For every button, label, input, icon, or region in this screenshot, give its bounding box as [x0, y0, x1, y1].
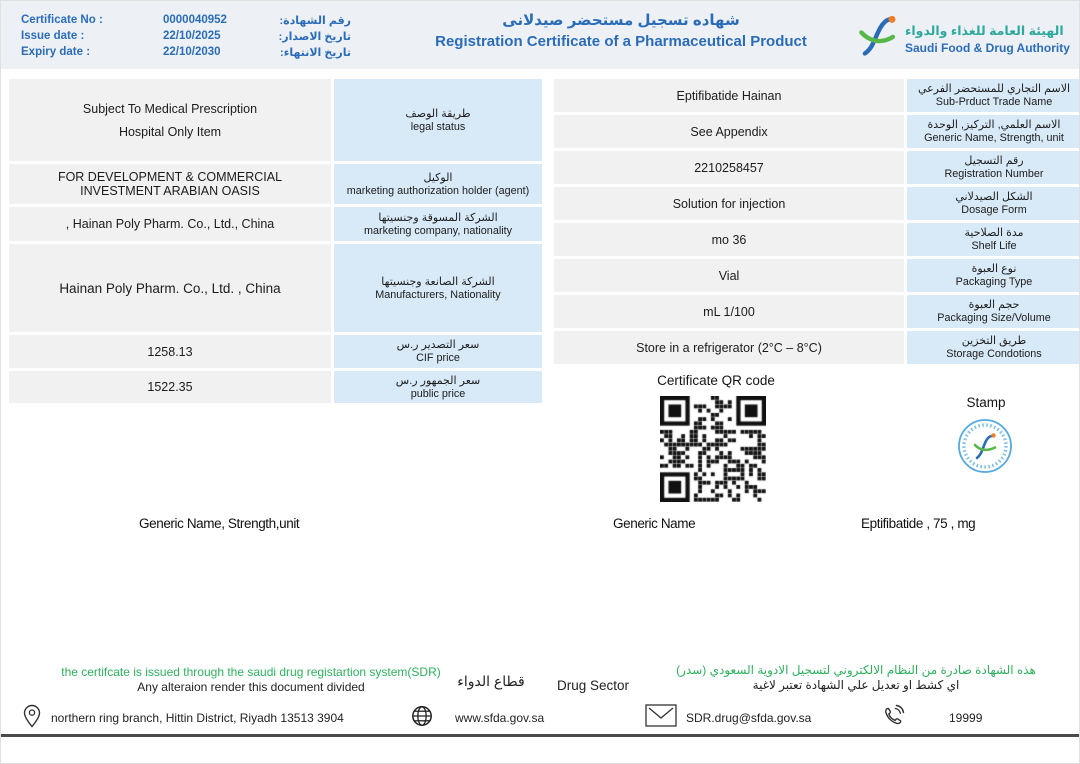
document-title-english: Registration Certificate of a Pharmaceutical Product: [435, 33, 807, 50]
table-row-dosage-form: [554, 187, 1080, 220]
table-row-marketing-company: [9, 207, 542, 241]
issue-date-label: Issue date :: [21, 30, 85, 42]
appendix-header-generic-strength-unit: Generic Name, Strength,unit: [139, 516, 300, 531]
public-price-label: سعر الجمهور ر.س public price: [334, 371, 542, 403]
expiry-date-label: Expiry date :: [21, 46, 91, 58]
issue-date-label-ar: تاريخ الاصدار:: [278, 30, 351, 43]
document-title: [361, 11, 881, 50]
drug-sector-english: Drug Sector: [557, 678, 630, 693]
contact-phone: 19999: [949, 711, 983, 725]
meta-row-certificate-no: [21, 12, 351, 28]
sfda-stamp-icon: [957, 418, 1013, 479]
sfda-logo-text: [905, 23, 1070, 55]
manufacturers-value: Hainan Poly Pharm. Co., Ltd. , China: [9, 244, 331, 332]
sdr-note-english: the certifcate is issued through the saudi drug registartion system(SDR): [61, 665, 441, 679]
trade-name-value: Eptifibatide Hainan: [554, 79, 904, 112]
registration-number-label: رقم التسجيل Registration Number: [907, 151, 1080, 184]
expiry-date-label-ar: تاريخ الانتهاء:: [280, 46, 351, 59]
sfda-name-arabic: الهيئة العامة للغذاء والدواء: [905, 23, 1064, 38]
cif-price-label: سعر التصدير ر.س CIF price: [334, 335, 542, 368]
left-detail-table: [9, 79, 542, 403]
stamp-label: Stamp: [966, 395, 1006, 410]
table-row-packaging-size: [554, 295, 1080, 328]
agent-value: FOR DEVELOPMENT & COMMERCIAL INVESTMENT ARABIAN OASIS: [9, 164, 331, 204]
appendix-generic-name-label: Generic Name: [613, 516, 696, 531]
alteration-note-arabic: اي كشط او تعديل علي الشهادة تعتبر لاغية: [752, 678, 960, 692]
table-row-cif-price: [9, 335, 542, 368]
sdr-note-arabic: هذه الشهادة صادرة من النظام الالكتروني لتسجيل الادوية السعودي (سدر): [676, 663, 1036, 677]
generic-name-label: الاسم العلمي, التركيز, الوحدة Generic Name, Strength, unit: [907, 115, 1080, 148]
legal-status-value: Subject To Medical Prescription Hospital Only Item: [9, 79, 331, 161]
contact-email: SDR.drug@sfda.gov.sa: [686, 711, 812, 725]
packaging-type-label: نوع العبوة Packaging Type: [907, 259, 1080, 292]
footer-note-english: [31, 665, 471, 695]
location-pin-icon: [23, 704, 41, 733]
phone-icon: [881, 704, 905, 733]
storage-conditions-value: Store in a refrigerator (2°C – 8°C): [554, 331, 904, 364]
packaging-type-value: Vial: [554, 259, 904, 292]
table-row-trade-name: [554, 79, 1080, 112]
contact-address: northern ring branch, Hittin District, Riyadh 13513 3904: [51, 711, 344, 725]
qr-code-title: Certificate QR code: [657, 373, 775, 388]
dosage-form-value: Solution for injection: [554, 187, 904, 220]
contact-bar: [1, 703, 1080, 733]
document-title-arabic: شهاده تسجيل مستحضر صيدلانى: [502, 12, 740, 29]
contact-address-group: [23, 703, 344, 733]
meta-row-expiry-date: [21, 44, 351, 60]
contact-email-group: [645, 703, 811, 733]
header-bar: [1, 1, 1080, 69]
marketing-company-label: الشركة المسوقة وجنسيتها marketing company, nationality: [334, 207, 542, 241]
issue-date-value: 22/10/2025: [163, 30, 221, 42]
expiry-date-value: 22/10/2030: [163, 46, 221, 58]
sfda-logo: [857, 13, 1070, 64]
envelope-icon: [645, 704, 677, 732]
sfda-figure-icon: [857, 13, 899, 64]
registration-number-value: 2210258457: [554, 151, 904, 184]
contact-website-group: [411, 703, 544, 733]
table-row-manufacturers: [9, 244, 542, 332]
cif-price-value: 1258.13: [9, 335, 331, 368]
certificate-no-label: Certificate No :: [21, 14, 103, 26]
shelf-life-value: mo 36: [554, 223, 904, 256]
packaging-size-value: mL 1/100: [554, 295, 904, 328]
storage-conditions-label: طريق التخزين Storage Condotions: [907, 331, 1080, 364]
legal-status-label: طريقة الوصف legal status: [334, 79, 542, 161]
globe-icon: [411, 705, 433, 732]
sfda-name-english: Saudi Food & Drug Authority: [905, 40, 1070, 55]
appendix-generic-name-value: Eptifibatide , 75 , mg: [861, 516, 976, 531]
public-price-value: 1522.35: [9, 371, 331, 403]
table-row-packaging-type: [554, 259, 1080, 292]
certificate-qr-code: [660, 396, 766, 502]
certificate-no-label-ar: رقم الشهادة:: [279, 14, 351, 27]
manufacturers-label: الشركة الصانعة وجنسيتها Manufacturers, Nationality: [334, 244, 542, 332]
certificate-no-value: 0000040952: [163, 14, 227, 26]
marketing-company-value: , Hainan Poly Pharm. Co., Ltd., China: [9, 207, 331, 241]
contact-website: www.sfda.gov.sa: [455, 711, 545, 725]
contact-phone-group: [881, 703, 982, 733]
right-detail-table: [554, 79, 1080, 364]
generic-name-value: See Appendix: [554, 115, 904, 148]
agent-label: الوكيل marketing authorization holder (agent): [334, 164, 542, 204]
table-row-registration-number: [554, 151, 1080, 184]
table-row-legal-status: [9, 79, 542, 161]
table-row-storage-conditions: [554, 331, 1080, 364]
footer-note-arabic: [646, 663, 1066, 693]
meta-row-issue-date: [21, 28, 351, 44]
table-row-agent: [9, 164, 542, 204]
table-row-public-price: [9, 371, 542, 403]
table-row-shelf-life: [554, 223, 1080, 256]
bottom-divider-line: [1, 734, 1080, 737]
shelf-life-label: مدة الصلاحية Shelf Life: [907, 223, 1080, 256]
certificate-meta: [21, 12, 351, 60]
trade-name-label: الاسم التجاري للمستحضر الفرعي Sub-Prduct Trade Name: [907, 79, 1080, 112]
packaging-size-label: حجم العبوة Packaging Size/Volume: [907, 295, 1080, 328]
dosage-form-label: الشكل الصيدلاني Dosage Form: [907, 187, 1080, 220]
alteration-note-english: Any alteraion render this document divided: [137, 680, 365, 694]
drug-sector-arabic: قطاع الدواء: [457, 673, 525, 689]
table-row-generic-name: [554, 115, 1080, 148]
